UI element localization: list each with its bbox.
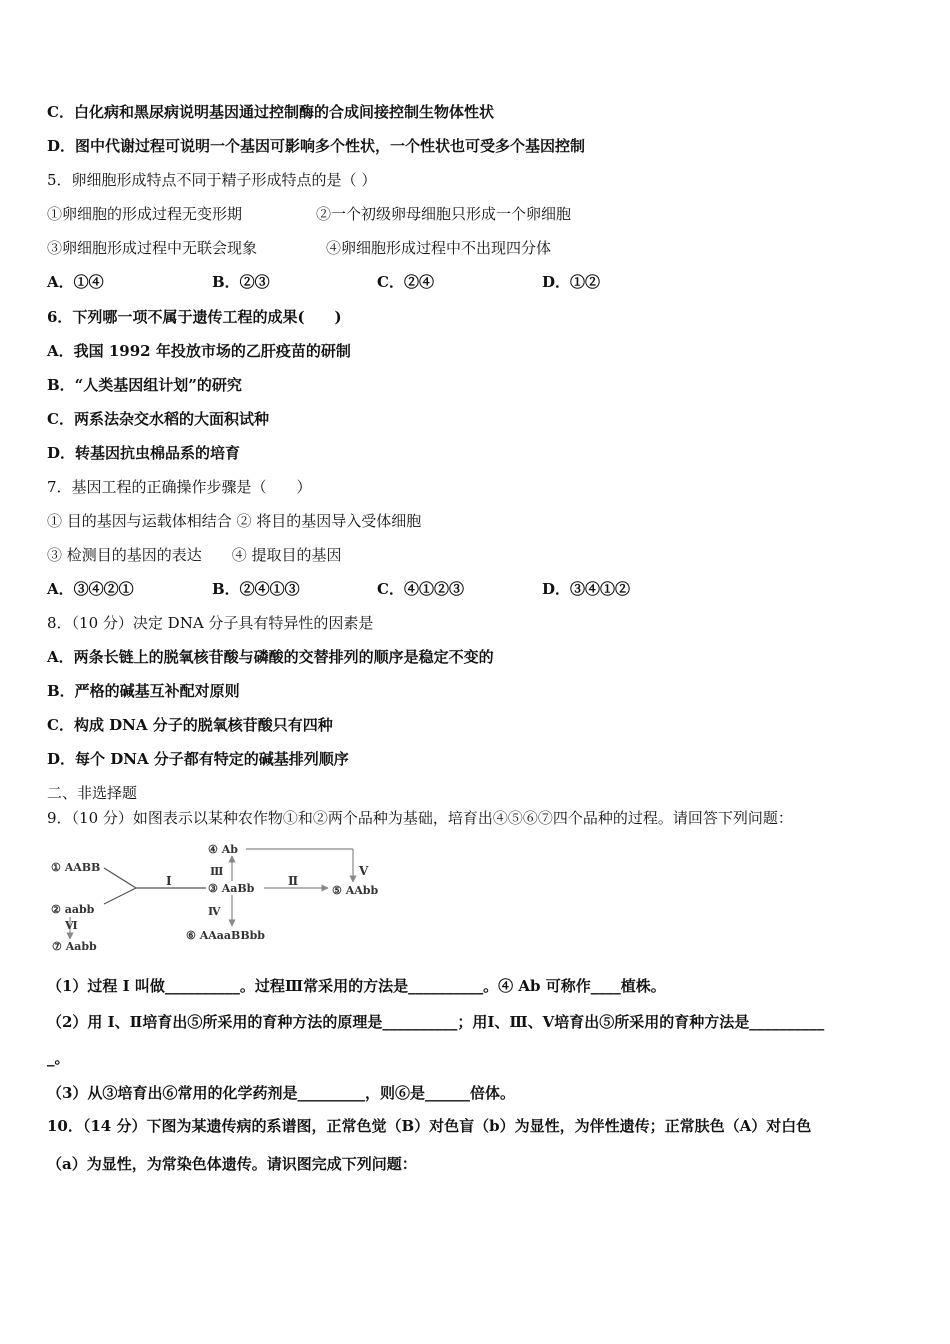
q5-statement-3: ③卵细胞形成过程中无联会现象 <box>47 239 258 257</box>
process-label-1: Ⅰ <box>166 874 172 888</box>
q7-steps-1-2: ① 目的基因与运载体相结合 ② 将目的基因导入受体细胞 <box>47 512 422 530</box>
q7-option-a: A．③④②① <box>47 580 134 598</box>
q9-sub-2: （2）用 I、Ⅱ培育出⑤所采用的育种方法的原理是__________；用Ⅰ、Ⅲ、Ⅴ培育出⑤所采用的育种方法是__________ <box>47 1013 825 1031</box>
q8-stem: 8．（10 分）决定 DNA 分子具有特异性的因素是 <box>47 614 374 632</box>
q6-option-b: B．“人类基因组计划”的研究 <box>47 376 242 394</box>
q5-stem: 5．卵细胞形成特点不同于精子形成特点的是（ ） <box>47 171 377 189</box>
process-label-5: Ⅴ <box>359 864 369 878</box>
q9-sub-1: （1）过程 I 叫做__________。过程Ⅲ常采用的方法是__________。④ Ab 可称作____植株。 <box>47 977 666 995</box>
section-title: 二、非选择题 <box>47 784 138 802</box>
q6-option-a: A．我国 1992 年投放市场的乙肝疫苗的研制 <box>47 342 351 360</box>
q5-option-a: A．①④ <box>47 273 104 291</box>
q10-stem-line-1: 10．（14 分）下图为某遗传病的系谱图，正常色觉（B）对色盲（b）为显性，为伴性遗传；正常肤色（A）对白色 <box>47 1117 812 1135</box>
q8-option-b: B．严格的碱基互补配对原则 <box>47 682 240 700</box>
node-aabb-f1: ③ AaBb <box>208 882 255 895</box>
node-aabb-parent-2: ② aabb <box>51 903 95 916</box>
process-label-6: Ⅵ <box>65 919 78 932</box>
node-aabb-5: ⑤ AAbb <box>332 884 379 897</box>
q8-option-d: D．每个 DNA 分子都有特定的碱基排列顺序 <box>47 750 349 768</box>
node-ab: ④ Ab <box>208 843 238 856</box>
q6-option-c: C．两系法杂交水稻的大面积试种 <box>47 410 269 428</box>
q5-statement-1: ①卵细胞的形成过程无变形期 <box>47 205 243 223</box>
q9-stem: 9．（10 分）如图表示以某种农作物①和②两个品种为基础，培育出④⑤⑥⑦四个品种的过程。请回答下列问题： <box>47 809 793 827</box>
q6-option-d: D．转基因抗虫棉品系的培育 <box>47 444 241 462</box>
q5-option-b: B．②③ <box>212 273 270 291</box>
q4-option-c: C．白化病和黑尿病说明基因通过控制酶的合成间接控制生物体性状 <box>47 103 494 121</box>
q9-sub-3: （3）从③培育出⑥常用的化学药剂是_________，则⑥是______倍体。 <box>47 1084 515 1102</box>
q8-option-c: C．构成 DNA 分子的脱氧核苷酸只有四种 <box>47 716 333 734</box>
process-label-2: Ⅱ <box>288 874 299 888</box>
q9-sub-2-cont: _。 <box>47 1049 70 1067</box>
process-label-3: Ⅲ <box>210 865 224 878</box>
q6-stem: 6．下列哪一项不属于遗传工程的成果( ) <box>47 308 342 326</box>
q5-statement-2: ②一个初级卵母细胞只形成一个卵细胞 <box>316 205 572 223</box>
breeding-diagram <box>48 838 388 954</box>
q5-option-c: C．②④ <box>377 273 434 291</box>
q7-stem: 7．基因工程的正确操作步骤是（ ） <box>47 478 312 496</box>
q4-option-d: D．图中代谢过程可说明一个基因可影响多个性状，一个性状也可受多个基因控制 <box>47 137 586 155</box>
q7-option-c: C．④①②③ <box>377 580 464 598</box>
q7-option-b: B．②④①③ <box>212 580 300 598</box>
q5-option-d: D．①② <box>542 273 601 291</box>
q5-statement-4: ④卵细胞形成过程中不出现四分体 <box>326 239 552 257</box>
node-aabb-parent-1: ① AABB <box>51 861 101 874</box>
process-label-4: Ⅳ <box>208 905 221 918</box>
q8-option-a: A．两条长链上的脱氧核苷酸与磷酸的交替排列的顺序是稳定不变的 <box>47 648 494 666</box>
q7-steps-3-4: ③ 检测目的基因的表达 ④ 提取目的基因 <box>47 546 342 564</box>
node-aabb-7: ⑦ Aabb <box>52 940 97 953</box>
q7-option-d: D．③④①② <box>542 580 631 598</box>
node-aaaabbbb: ⑥ AAaaBBbb <box>186 929 265 942</box>
q10-stem-line-2: （a）为显性，为常染色体遗传。请识图完成下列问题： <box>47 1155 417 1173</box>
